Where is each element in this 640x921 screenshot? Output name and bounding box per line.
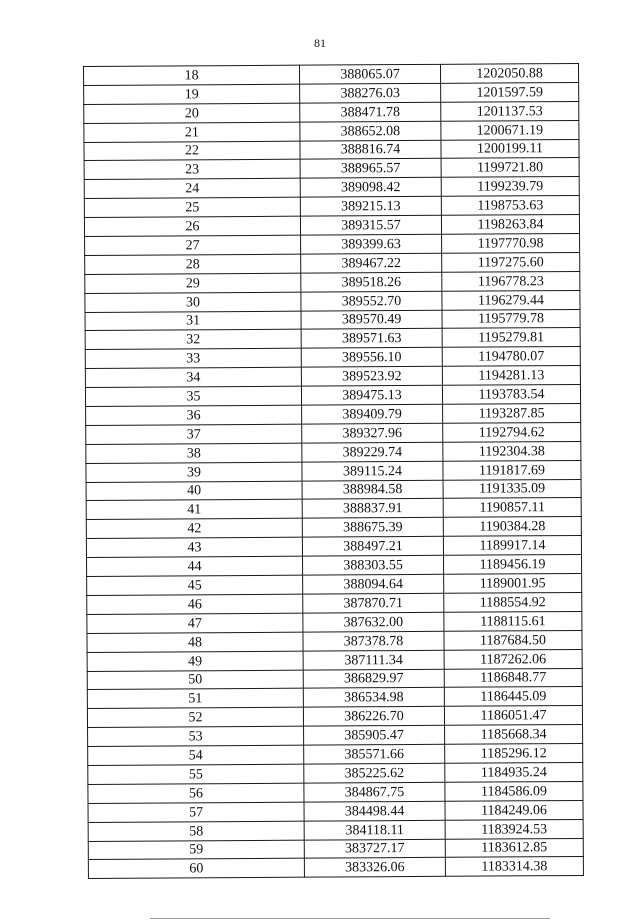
x-coordinate-cell: 384867.75 [304,782,445,802]
point-number-cell: 38 [86,443,302,463]
y-coordinate-cell: 1190857.11 [443,498,581,518]
y-coordinate-cell: 1189001.95 [444,574,582,594]
x-coordinate-cell: 389570.49 [301,310,442,330]
table-row [87,592,582,614]
point-number-cell: 24 [84,179,300,199]
table-row [86,536,581,558]
point-number-cell: 21 [84,122,300,142]
x-coordinate-cell: 389556.10 [301,348,442,368]
x-coordinate-cell: 389098.42 [300,178,441,198]
point-number-cell: 34 [85,367,301,387]
point-number-cell: 19 [84,84,300,104]
table-row [88,725,583,747]
y-coordinate-cell: 1190384.28 [443,517,581,537]
y-coordinate-cell: 1193783.54 [442,385,580,405]
x-coordinate-cell: 387870.71 [303,593,444,613]
x-coordinate-cell: 386829.97 [303,669,444,689]
y-coordinate-cell: 1184935.24 [445,762,583,782]
point-number-cell: 30 [85,292,301,312]
x-coordinate-cell: 389399.63 [301,234,442,254]
y-coordinate-cell: 1184586.09 [445,781,583,801]
table-row [88,744,583,766]
x-coordinate-cell: 389475.13 [301,385,442,405]
x-coordinate-cell: 385225.62 [304,763,445,783]
x-coordinate-cell: 388652.08 [300,121,441,141]
point-number-cell: 22 [84,141,300,161]
table-row [84,63,579,85]
y-coordinate-cell: 1185296.12 [445,744,583,764]
point-number-cell: 46 [87,594,303,614]
table-row [87,630,582,652]
y-coordinate-cell: 1186445.09 [444,687,582,707]
point-number-cell: 49 [87,651,303,671]
x-coordinate-cell: 388497.21 [302,537,443,557]
y-coordinate-cell: 1199239.79 [441,177,579,197]
y-coordinate-cell: 1185668.34 [445,725,583,745]
table-row [84,120,579,142]
x-coordinate-cell: 388675.39 [302,518,443,538]
table-row [85,233,580,255]
table-row [87,706,582,728]
y-coordinate-cell: 1187684.50 [444,630,582,650]
table-row [86,517,581,539]
x-coordinate-cell: 389409.79 [302,404,443,424]
point-number-cell: 55 [88,764,304,784]
table-row [84,101,579,123]
table-row [86,403,581,425]
x-coordinate-cell: 387632.00 [303,612,444,632]
x-coordinate-cell: 388816.74 [300,140,441,160]
x-coordinate-cell: 386226.70 [303,707,444,727]
y-coordinate-cell: 1200199.11 [441,139,579,159]
point-number-cell: 37 [86,424,302,444]
x-coordinate-cell: 389215.13 [300,197,441,217]
point-number-cell: 20 [84,103,300,123]
y-coordinate-cell: 1188115.61 [444,611,582,631]
point-number-cell: 23 [84,160,300,180]
x-coordinate-cell: 388276.03 [300,83,441,103]
coordinates-table-body [84,63,584,878]
x-coordinate-cell: 388837.91 [302,499,443,519]
table-row [87,574,582,596]
table-row [88,800,583,822]
footer-divider [150,918,550,919]
table-row [88,762,583,784]
table-row [87,668,582,690]
table-row [87,649,582,671]
point-number-cell: 25 [84,197,300,217]
x-coordinate-cell: 389467.22 [301,253,442,273]
table-row [84,196,579,218]
point-number-cell: 60 [88,859,304,879]
y-coordinate-cell: 1193287.85 [443,403,581,423]
x-coordinate-cell: 389552.70 [301,291,442,311]
point-number-cell: 39 [86,462,302,482]
x-coordinate-cell: 388471.78 [300,102,441,122]
y-coordinate-cell: 1183314.38 [445,857,583,877]
x-coordinate-cell: 389115.24 [302,461,443,481]
table-row [85,290,580,312]
x-coordinate-cell: 388984.58 [302,480,443,500]
y-coordinate-cell: 1195279.81 [442,328,580,348]
table-row [84,82,579,104]
x-coordinate-cell: 389571.63 [301,329,442,349]
point-number-cell: 54 [88,745,304,765]
x-coordinate-cell: 385905.47 [304,725,445,745]
table-row [85,347,580,369]
x-coordinate-cell: 387378.78 [303,631,444,651]
point-number-cell: 28 [85,254,301,274]
x-coordinate-cell: 388303.55 [302,555,443,575]
table-row [88,819,583,841]
point-number-cell: 40 [86,481,302,501]
point-number-cell: 57 [88,802,304,822]
table-row [84,158,579,180]
table-row [86,422,581,444]
x-coordinate-cell: 387111.34 [303,650,444,670]
y-coordinate-cell: 1188554.92 [444,592,582,612]
table-row [85,271,580,293]
x-coordinate-cell: 383326.06 [304,858,445,878]
table-row [85,385,580,407]
table-row [86,441,581,463]
point-number-cell: 29 [85,273,301,293]
table-row [87,555,582,577]
point-number-cell: 56 [88,783,304,803]
y-coordinate-cell: 1184249.06 [445,800,583,820]
y-coordinate-cell: 1194780.07 [442,347,580,367]
table-row [84,177,579,199]
x-coordinate-cell: 388094.64 [303,574,444,594]
x-coordinate-cell: 388965.57 [300,159,441,179]
point-number-cell: 41 [86,500,302,520]
y-coordinate-cell: 1183924.53 [445,819,583,839]
point-number-cell: 36 [86,405,302,425]
y-coordinate-cell: 1201137.53 [441,101,579,121]
table-row [85,309,580,331]
y-coordinate-cell: 1198753.63 [441,196,579,216]
table-row [84,139,579,161]
x-coordinate-cell: 389327.96 [302,423,443,443]
point-number-cell: 42 [86,519,302,539]
y-coordinate-cell: 1201597.59 [441,82,579,102]
point-number-cell: 44 [87,556,303,576]
point-number-cell: 59 [88,840,304,860]
y-coordinate-cell: 1194281.13 [442,366,580,386]
point-number-cell: 58 [88,821,304,841]
y-coordinate-cell: 1191817.69 [443,460,581,480]
table-row [88,857,583,879]
point-number-cell: 51 [87,689,303,709]
table-row [85,366,580,388]
point-number-cell: 52 [87,707,303,727]
y-coordinate-cell: 1192794.62 [443,422,581,442]
point-number-cell: 33 [85,349,301,369]
y-coordinate-cell: 1192304.38 [443,441,581,461]
y-coordinate-cell: 1199721.80 [441,158,579,178]
y-coordinate-cell: 1202050.88 [440,63,578,83]
page-number: 81 [314,36,326,50]
x-coordinate-cell: 388065.07 [299,64,440,84]
table-row [87,687,582,709]
x-coordinate-cell: 389518.26 [301,272,442,292]
table-row [86,479,581,501]
y-coordinate-cell: 1197770.98 [442,233,580,253]
point-number-cell: 27 [85,235,301,255]
table-row [86,498,581,520]
x-coordinate-cell: 383727.17 [304,839,445,859]
x-coordinate-cell: 389229.74 [302,442,443,462]
y-coordinate-cell: 1191335.09 [443,479,581,499]
point-number-cell: 31 [85,311,301,331]
y-coordinate-cell: 1183612.85 [445,838,583,858]
y-coordinate-cell: 1197275.60 [442,252,580,272]
y-coordinate-cell: 1198263.84 [441,215,579,235]
point-number-cell: 50 [87,670,303,690]
point-number-cell: 35 [85,386,301,406]
point-number-cell: 43 [86,537,302,557]
y-coordinate-cell: 1189917.14 [443,536,581,556]
x-coordinate-cell: 389523.92 [301,367,442,387]
y-coordinate-cell: 1187262.06 [444,649,582,669]
point-number-cell: 26 [84,216,300,236]
x-coordinate-cell: 384498.44 [304,801,445,821]
y-coordinate-cell: 1196778.23 [442,271,580,291]
table-row [85,252,580,274]
point-number-cell: 32 [85,330,301,350]
point-number-cell: 47 [87,613,303,633]
y-coordinate-cell: 1195779.78 [442,309,580,329]
y-coordinate-cell: 1189456.19 [443,555,581,575]
table-row [85,328,580,350]
point-number-cell: 53 [88,726,304,746]
y-coordinate-cell: 1186051.47 [444,706,582,726]
table-row [86,460,581,482]
y-coordinate-cell: 1186848.77 [444,668,582,688]
x-coordinate-cell: 389315.57 [300,215,441,235]
table-row [84,215,579,237]
coordinates-table [83,63,584,879]
table-row [88,781,583,803]
table-row [87,611,582,633]
y-coordinate-cell: 1196279.44 [442,290,580,310]
point-number-cell: 45 [87,575,303,595]
x-coordinate-cell: 385571.66 [304,744,445,764]
table-row [88,838,583,860]
point-number-cell: 18 [84,65,300,85]
point-number-cell: 48 [87,632,303,652]
x-coordinate-cell: 384118.11 [304,820,445,840]
x-coordinate-cell: 386534.98 [303,688,444,708]
y-coordinate-cell: 1200671.19 [441,120,579,140]
